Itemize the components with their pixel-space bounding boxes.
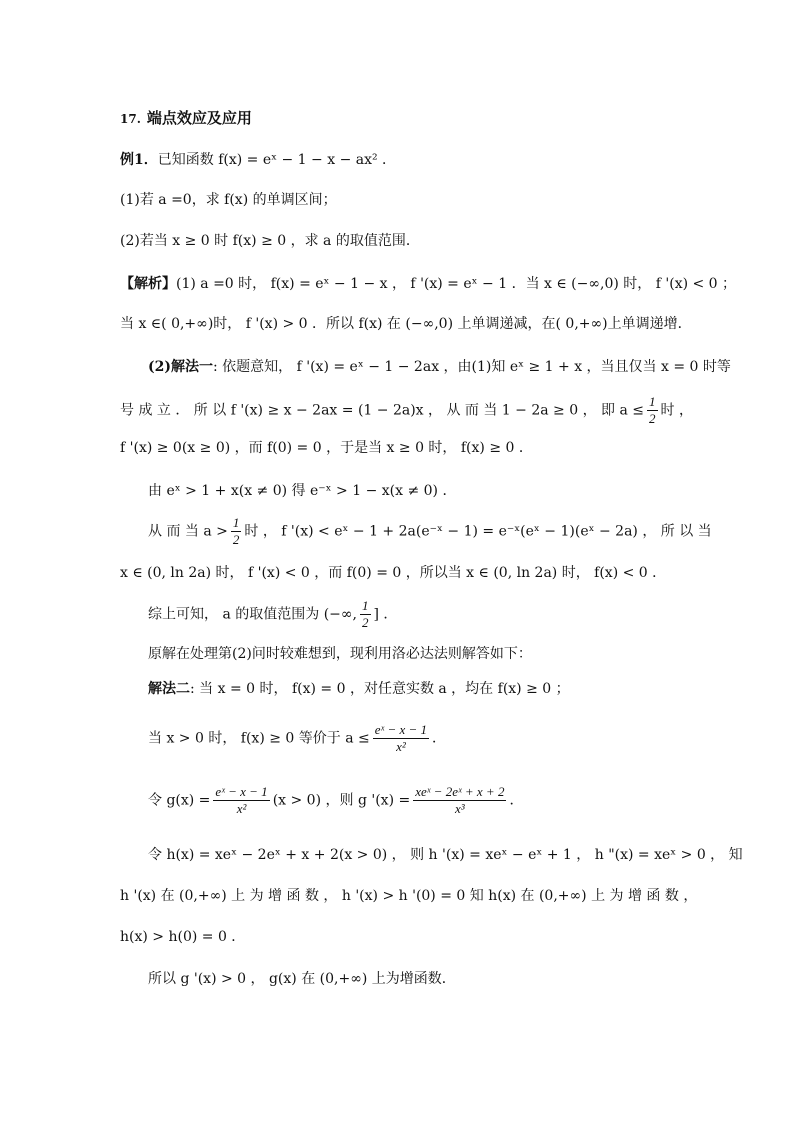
- method2-line-5: h '(x) 在 (0,+∞) 上 为 增 函 数 ， h '(x) > h '(0) = 0 知 h(x) 在 (0,+∞) 上 为 增 函 数 ，: [120, 888, 698, 904]
- section-title: 端点效应及应用: [146, 109, 252, 127]
- fraction-denominator: x³: [455, 801, 465, 816]
- method1-text-5a: 从 而 当 a >: [148, 523, 228, 540]
- method1-line-3: f '(x) ≥ 0(x ≥ 0) ，而 f(0) = 0 ，于是当 x ≥ 0 时， f(x) ≥ 0 ．: [120, 440, 533, 456]
- summary-text-a: 综上可知， a 的取值范围为 (−∞,: [148, 606, 358, 623]
- method1-text-1: : 依题意知， f '(x) = eˣ − 1 − 2ax ，由(1)知 eˣ ≥ 1 + x ，当且仅当 x = 0 时等: [213, 359, 731, 375]
- method1-line-1: [148, 357, 731, 377]
- solution-text-1: (1) a =0 时， f(x) = eˣ − 1 − x ， f '(x) = eˣ − 1 ．当 x ∈ (−∞,0) 时， f '(x) < 0 ；: [176, 276, 737, 292]
- fraction-denominator: x²: [396, 739, 406, 754]
- example-question-2: (2)若当 x ≥ 0 时 f(x) ≥ 0 ，求 a 的取值范围．: [120, 233, 420, 249]
- fraction-g-prime: [413, 784, 506, 817]
- method2-line-4: 令 h(x) = xeˣ − 2eˣ + x + 2(x > 0) ， 则 h '(x) = xeˣ − eˣ + 1 ， h "(x) = xeˣ > 0 ， 知: [148, 847, 743, 863]
- example-question-1: (1)若 a =0，求 f(x) 的单调区间；: [120, 192, 337, 208]
- section-number: 17.: [120, 112, 141, 126]
- method1-text-5b: 时 ， f '(x) < eˣ − 1 + 2a(e⁻ˣ − 1) = e⁻ˣ(eˣ − 1)(eˣ − 2a) ， 所 以 当: [244, 523, 712, 540]
- method2-text-3a: 令 g(x) =: [148, 792, 211, 809]
- example-text: 已知函数 f(x) = eˣ − 1 − x − ax² ．: [157, 152, 397, 168]
- method2-line-3: [148, 784, 674, 817]
- method1-label: (2)解法一: [148, 359, 213, 375]
- fraction-one-half: [231, 515, 242, 548]
- method1-line-4: 由 eˣ > 1 + x(x ≠ 0) 得 e⁻ˣ > 1 − x(x ≠ 0) ．: [148, 483, 457, 499]
- method2-text-3b: (x > 0) ，则 g '(x) =: [272, 792, 411, 809]
- fraction-denominator: 2: [362, 615, 369, 630]
- example-label: 例1．: [120, 152, 158, 168]
- method2-label: 解法二: [148, 681, 190, 697]
- intro-method2: 原解在处理第(2)问时较难想到，现利用洛必达法则解答如下：: [148, 646, 532, 662]
- example-statement: [120, 150, 674, 170]
- fraction-bound: [373, 722, 429, 755]
- fraction-one-half: [360, 598, 371, 631]
- fraction-denominator: 2: [649, 411, 656, 426]
- solution-line-2: 当 x ∈( 0,+∞)时， f '(x) > 0 ．所以 f(x) 在 (−∞,0) 上单调递减，在( 0,+∞)上单调递增．: [120, 316, 692, 332]
- method2-text-2a: 当 x > 0 时， f(x) ≥ 0 等价于 a ≤: [148, 730, 370, 747]
- section-heading: [120, 108, 674, 129]
- summary-line: [148, 598, 674, 631]
- fraction-numerator: eˣ − x − 1: [215, 784, 268, 799]
- fraction-numerator: xeˣ − 2eˣ + x + 2: [415, 784, 505, 799]
- method2-line-1: [148, 679, 674, 699]
- fraction-g: [213, 784, 269, 817]
- method1-text-2a: 号 成 立 ． 所 以 f '(x) ≥ x − 2ax = (1 − 2a)x ， 从 而 当 1 − 2a ≥ 0 ， 即 a ≤: [120, 402, 645, 419]
- fraction-numerator: eˣ − x − 1: [374, 722, 428, 737]
- method1-line-5: [148, 515, 712, 548]
- method1-line-2: [120, 394, 693, 427]
- fraction-one-half: [647, 394, 658, 427]
- fraction-denominator: 2: [232, 532, 240, 547]
- method2-line-7: 所以 g '(x) > 0 ， g(x) 在 (0,+∞) 上为增函数．: [148, 971, 456, 987]
- method2-text-1: : 当 x = 0 时， f(x) = 0 ，对任意实数 a ，均在 f(x) ≥ 0 ；: [190, 681, 570, 697]
- fraction-numerator: 1: [362, 598, 369, 613]
- solution-line-1: [120, 274, 737, 294]
- summary-text-b: ] ．: [373, 606, 398, 623]
- solution-label: 【解析】: [120, 276, 176, 292]
- fraction-numerator: 1: [232, 515, 240, 530]
- method2-line-6: h(x) > h(0) = 0 ．: [120, 929, 246, 945]
- fraction-denominator: x²: [236, 801, 247, 816]
- fraction-numerator: 1: [649, 394, 656, 409]
- method1-text-2b: 时 ，: [660, 402, 693, 419]
- method2-line-2: [148, 722, 674, 755]
- method2-text-3c: ．: [509, 792, 524, 809]
- method2-text-2b: ．: [432, 730, 447, 747]
- method1-line-6: x ∈ (0, ln 2a) 时， f '(x) < 0 ，而 f(0) = 0 ，所以当 x ∈ (0, ln 2a) 时， f(x) < 0 ．: [120, 565, 667, 581]
